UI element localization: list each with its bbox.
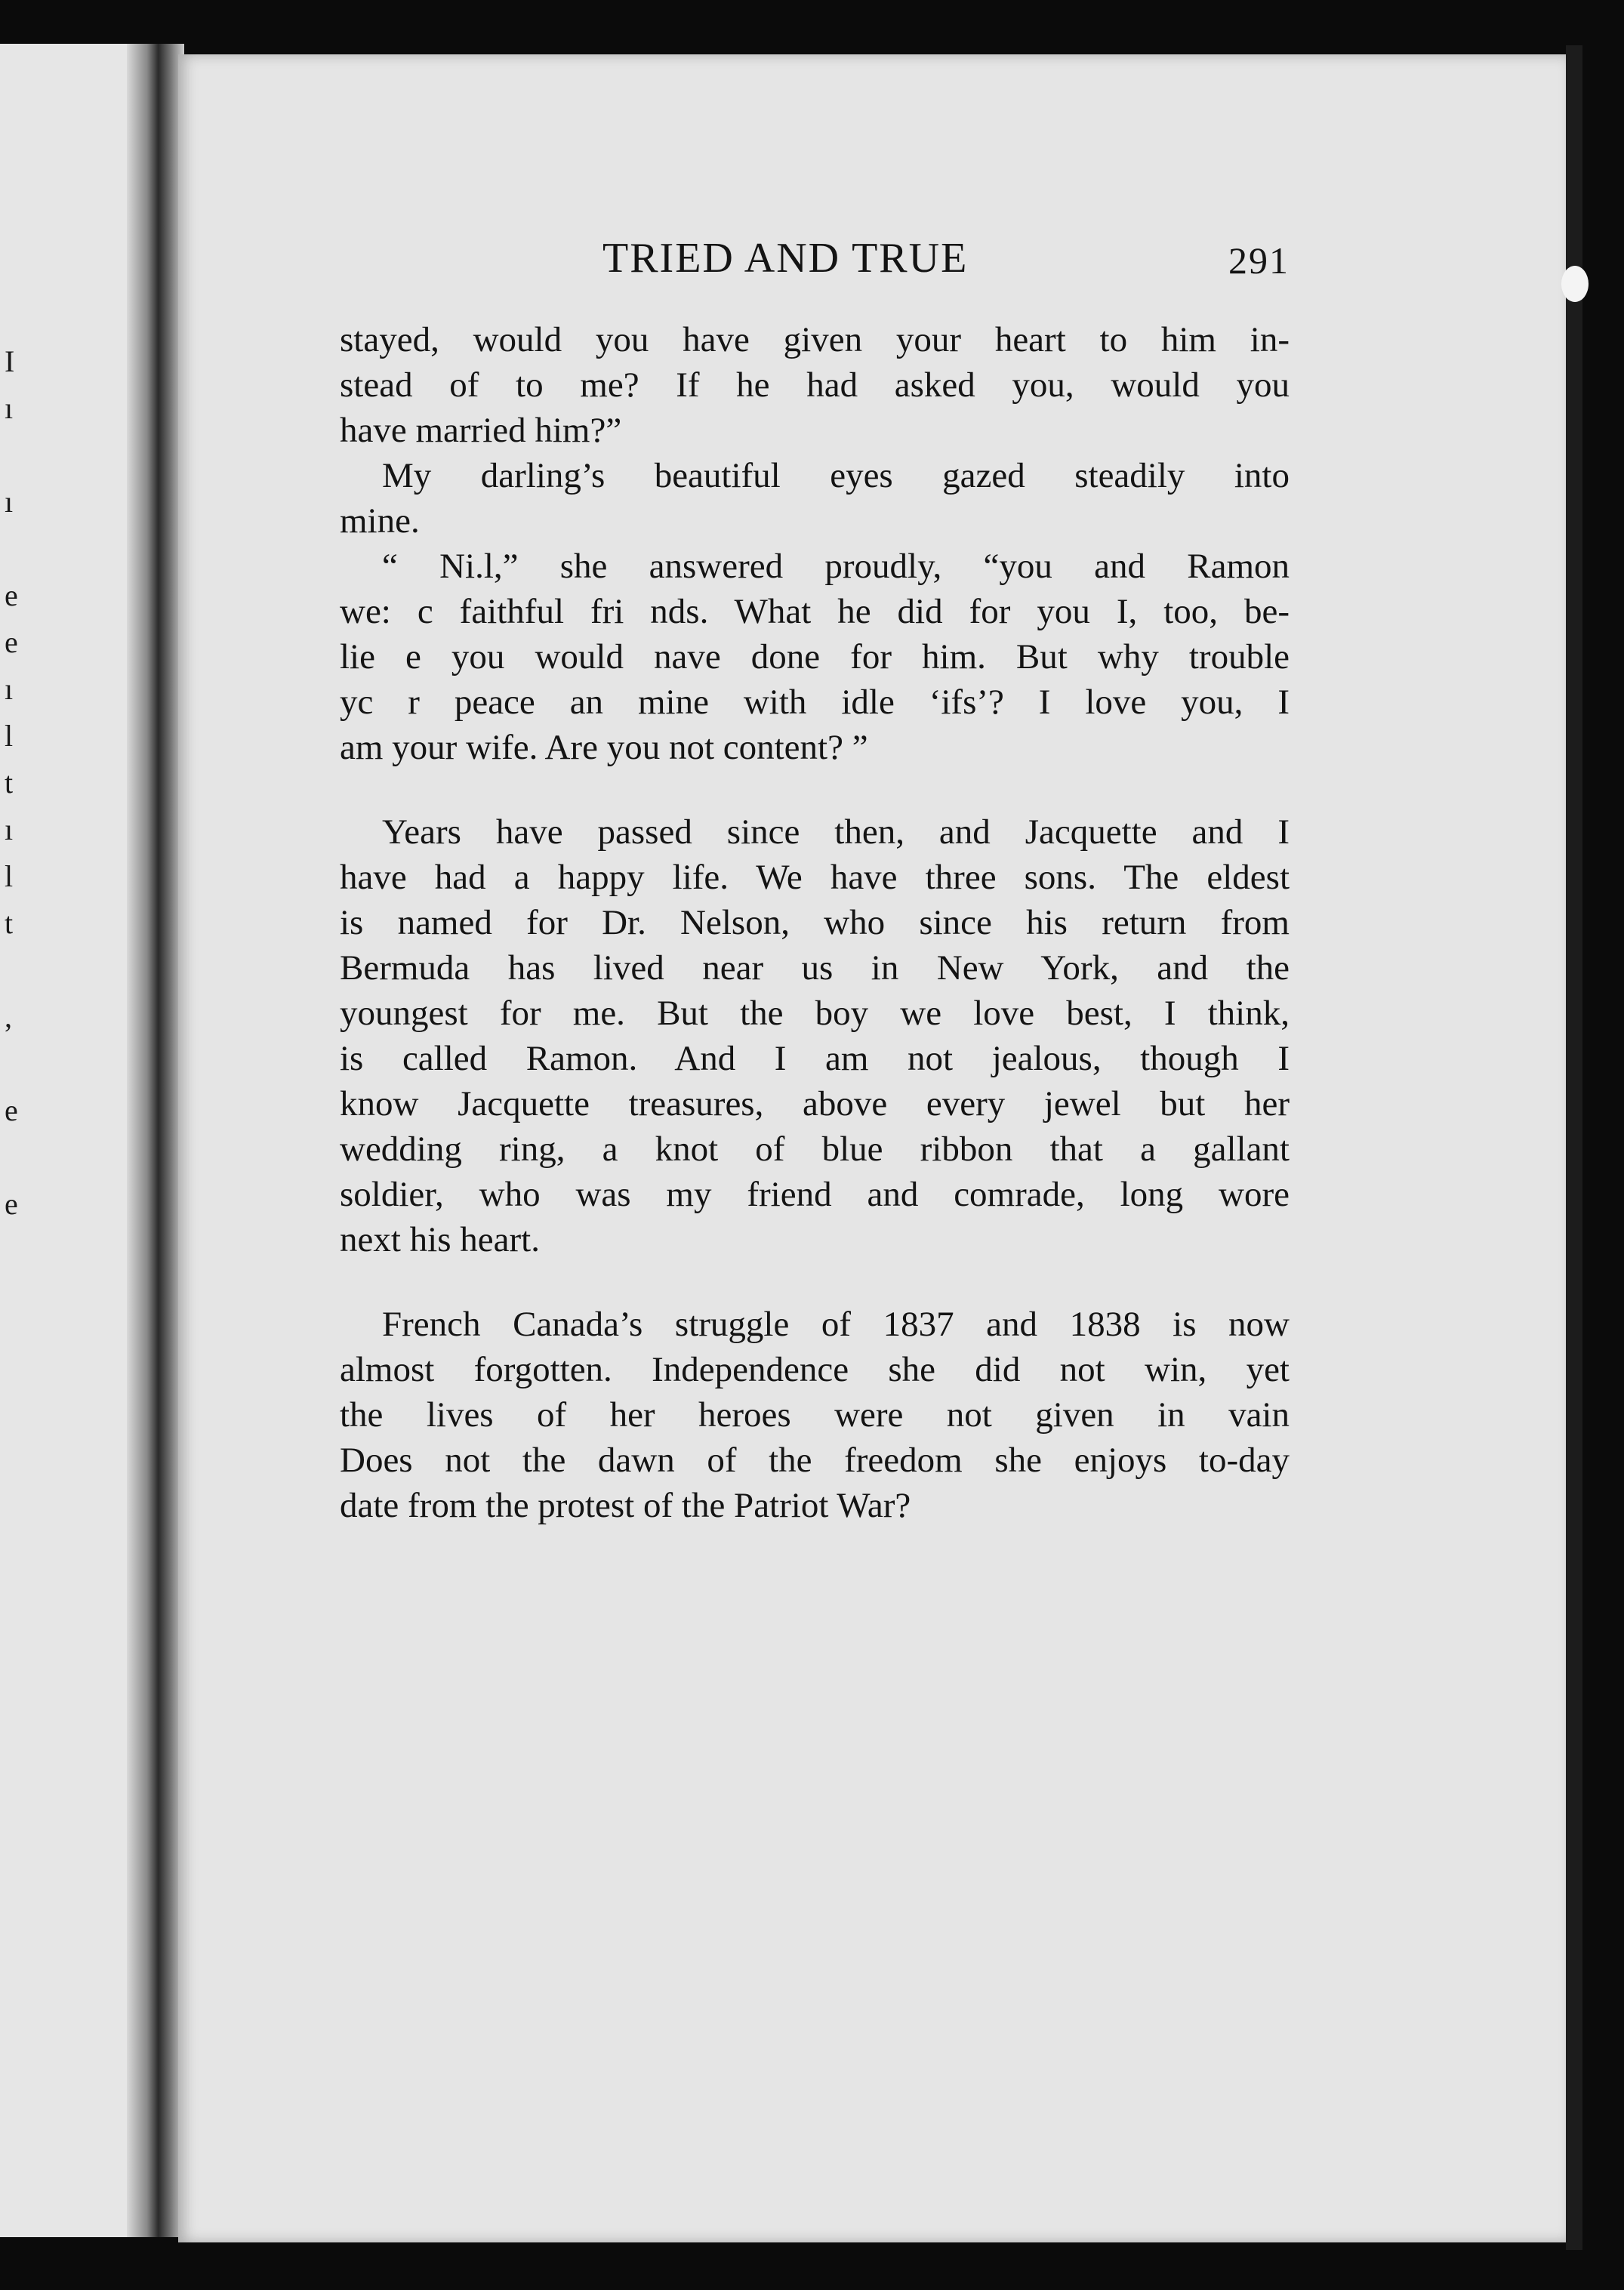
text-line: yc r peace an mine with idle ‘ifs’? I love you, I: [340, 683, 1290, 722]
facing-page-glyph: [5, 1040, 27, 1087]
text-line: almost forgotten. Independence she did not win, yet: [340, 1350, 1290, 1389]
facing-page-glyph: e: [5, 578, 18, 612]
text-line: youngest for me. But the boy we love best, I think,: [340, 994, 1290, 1033]
text-line: we: c faithful fri nds. What he did for you I, too, be-: [340, 592, 1290, 631]
text-line: the lives of her heroes were not given in vain: [340, 1395, 1290, 1435]
text-line: mine.: [340, 501, 420, 541]
text-line: know Jacquette treasures, above every jewel but her: [340, 1084, 1290, 1123]
paragraph-gap: [340, 1262, 1290, 1302]
facing-page-edge-text: [5, 338, 27, 1228]
paragraph: [340, 544, 1290, 770]
page-number: 291: [1228, 239, 1290, 282]
paragraph: [340, 317, 1290, 453]
text-line: have married him?”: [340, 411, 622, 450]
facing-page-glyph: l: [5, 719, 14, 753]
text-line: is called Ramon. And I am not jealous, though I: [340, 1039, 1290, 1078]
facing-page-glyph: [5, 947, 27, 994]
facing-page-glyph: ı: [5, 391, 14, 425]
facing-page-glyph: ı: [5, 672, 14, 706]
paragraph: [340, 453, 1290, 544]
text-line: Years have passed since then, and Jacquette and I: [382, 812, 1290, 852]
facing-page-glyph: e: [5, 1187, 18, 1221]
binding-gutter: [127, 44, 184, 2237]
text-line: stead of to me? If he had asked you, would you: [340, 365, 1290, 405]
text-line: am your wife. Are you not content? ”: [340, 728, 868, 767]
text-line: stayed, would you have given your heart to him in-: [340, 320, 1290, 359]
facing-page-glyph: [5, 432, 27, 479]
text-line: lie e you would nave done for him. But why trouble: [340, 637, 1290, 677]
facing-page-glyph: I: [5, 344, 15, 378]
facing-page-glyph: ,: [5, 1000, 12, 1034]
facing-page-glyph: ı: [5, 485, 14, 519]
text-line: wedding ring, a knot of blue ribbon that a gallant: [340, 1130, 1290, 1169]
facing-page-glyph: [5, 1134, 27, 1181]
scan-speck: [1561, 266, 1589, 302]
facing-page-glyph: ı: [5, 812, 14, 846]
facing-page-glyph: l: [5, 859, 14, 893]
text-line: My darling’s beautiful eyes gazed steadily into: [382, 456, 1290, 495]
facing-page-glyph: [5, 525, 27, 572]
paragraph: [340, 809, 1290, 1262]
facing-page-glyph: e: [5, 1093, 18, 1127]
facing-page-glyph: t: [5, 906, 14, 940]
paragraph-gap: [340, 770, 1290, 809]
text-line: date from the protest of the Patriot War?: [340, 1486, 911, 1525]
running-title: TRIED AND TRUE: [602, 235, 969, 282]
text-line: next his heart.: [340, 1220, 540, 1259]
paragraph: [340, 1302, 1290, 1528]
text-line: Bermuda has lived near us in New York, and the: [340, 948, 1290, 988]
body-text: [340, 317, 1290, 1528]
text-line: Does not the dawn of the freedom she enjoys to-day: [340, 1441, 1290, 1480]
page-edge: [1566, 45, 1582, 2250]
text-line: French Canada’s struggle of 1837 and 1838 is now: [382, 1305, 1290, 1344]
text-line: is named for Dr. Nelson, who since his return from: [340, 903, 1290, 942]
text-line: soldier, who was my friend and comrade, long wore: [340, 1175, 1290, 1214]
facing-page-glyph: t: [5, 766, 14, 800]
running-head: [340, 234, 1290, 287]
text-line: “ Ni.l,” she answered proudly, “you and Ramon: [382, 547, 1290, 586]
text-line: have had a happy life. We have three sons. The eldest: [340, 858, 1290, 897]
facing-page-glyph: e: [5, 625, 18, 659]
